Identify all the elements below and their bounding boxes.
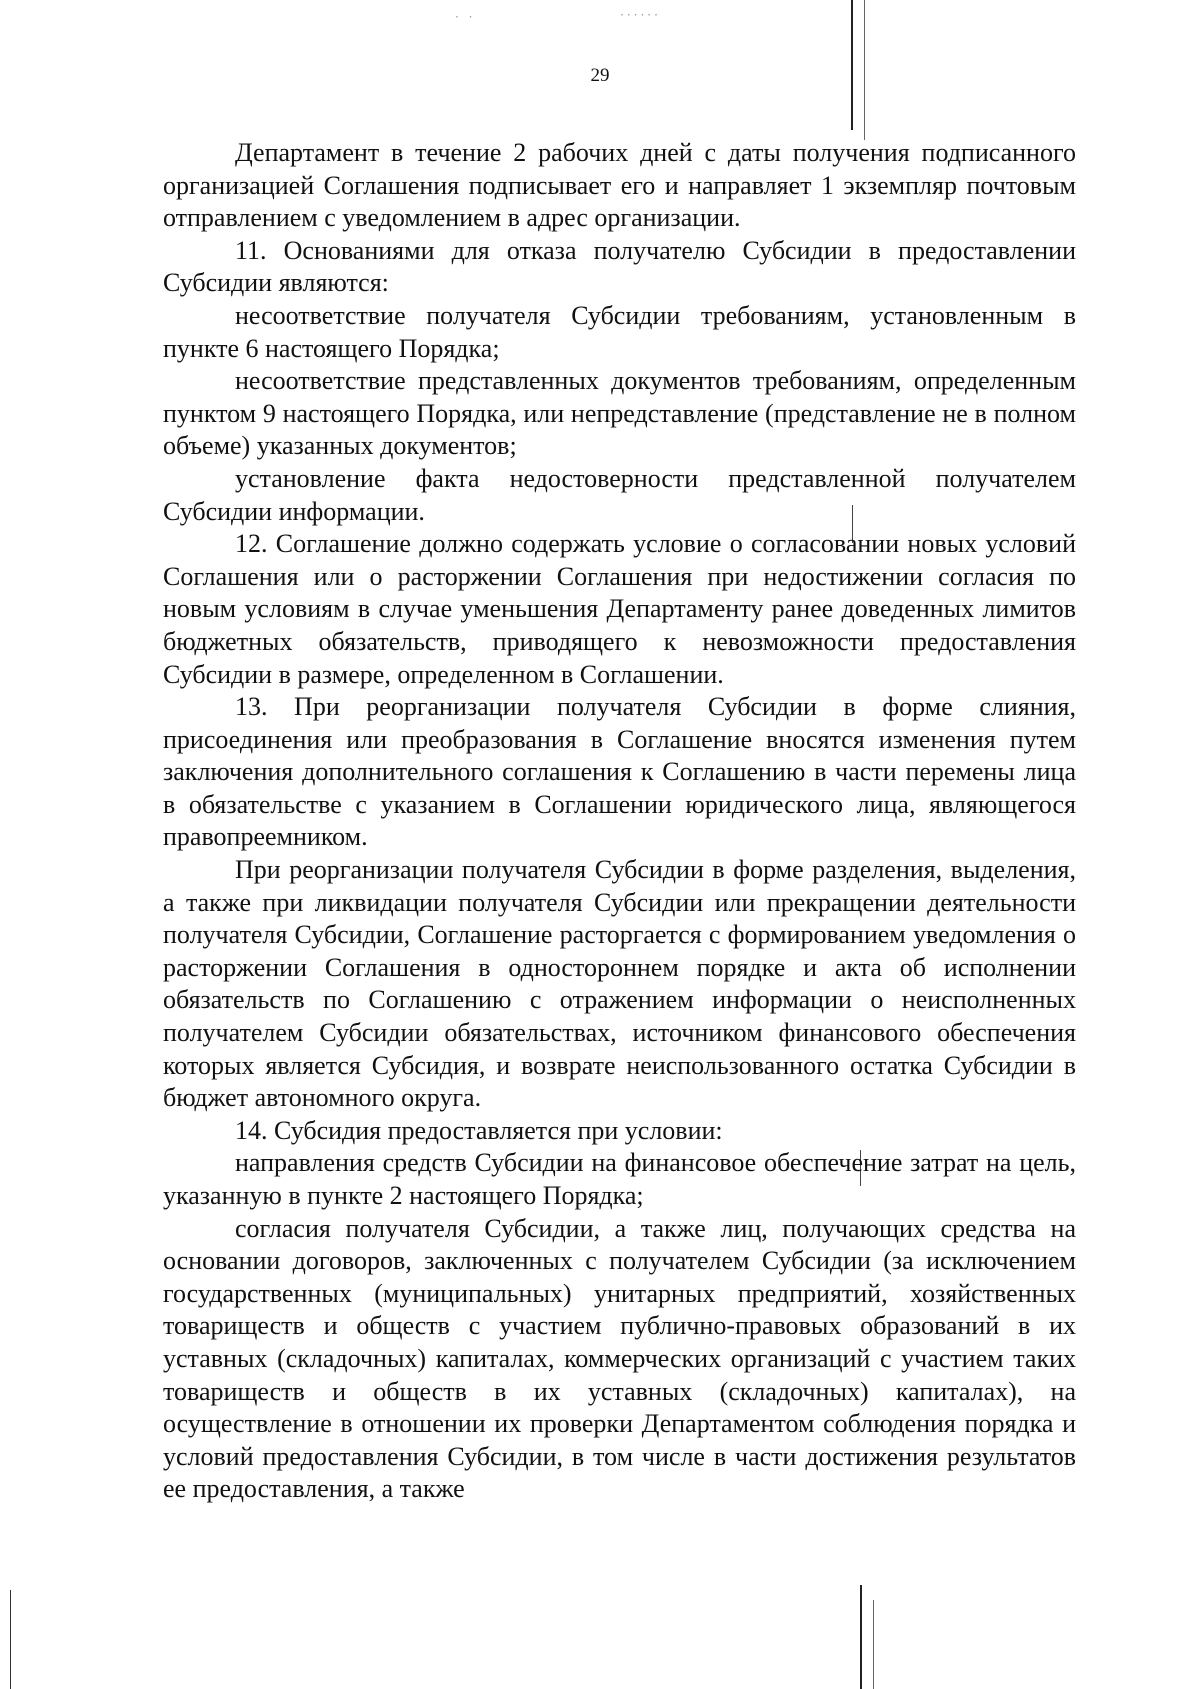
list-item-non-compliance-recipient: несоответствие получателя Субсидии требованиям, установленным в пункте 6 настоящего Порядка; — [163, 300, 1076, 363]
binding-line-top-1 — [851, 0, 853, 130]
scan-noise-top: · · — [455, 10, 476, 24]
list-item-false-information: установление факта недостоверности представленной получателем Субсидии информации. — [163, 463, 1076, 526]
document-body — [163, 137, 1076, 1506]
binding-line-bottom-2 — [873, 1600, 874, 1689]
scan-edge-left — [10, 1590, 11, 1689]
paragraph-12-agreement-terms: 12. Соглашение должно содержать условие о согласовании новых условий Соглашения или о расторжении Соглашения при недостижении согласия по новым условиям в случае уменьшения Департаменту ранее доведенных лимитов бюджетных обязательств, приводящего к невозможности предоставления Субсидии в размере, определенном в Соглашении. — [163, 529, 1076, 689]
paragraph-13-reorganization-merger: 13. При реорганизации получателя Субсидии в форме слияния, присоединения или преобразования в Соглашение вносятся изменения путем заключения дополнительного соглашения к Соглашению в части перемены лица в обязательстве с указанием в Соглашении юридического лица, являющегося правопреемником. — [163, 692, 1076, 852]
paragraph-reorganization-division: При реорганизации получателя Субсидии в форме разделения, выделения, а также при ликвидации получателя Субсидии или прекращении деятельности получателя Субсидии, Соглашение расторгается с формированием уведомления о расторжении Соглашения в одностороннем порядке и акта об исполнении обязательств по Соглашению с отражением информации о неисполненных получателем Субсидии обязательствах, источником финансового обеспечения которых является Субсидия, и возврате неиспользованного остатка Субсидии в бюджет автономного округа. — [163, 855, 1076, 1113]
list-item-funds-direction: направления средств Субсидии на финансовое обеспечение затрат на цель, указанную в пункте 2 настоящего Порядка; — [163, 1148, 1076, 1210]
paragraph-14-conditions: 14. Субсидия предоставляется при условии: — [235, 1115, 723, 1145]
list-item-non-compliance-documents: несоответствие представленных документов требованиям, определенным пунктом 9 настоящего Порядка, или непредставление (представление не в полном объеме) указанных документов; — [163, 366, 1076, 461]
binding-line-top-2 — [864, 0, 865, 140]
scan-noise-stamp: ······ — [620, 8, 661, 22]
page-number: 29 — [590, 65, 610, 86]
list-item-consent-inspection: согласия получателя Субсидии, а также лиц, получающих средства на основании договоров, заключенных с получателем Субсидии (за исключением государственных (муниципальных) унитарных предприятий, хозяйственных товариществ и обществ с участием публично-правовых образований в их уставных (складочных) капиталах, коммерческих организаций с участием таких товариществ и обществ в их уставных (складочных) капиталах), на осуществление в отношении их проверки Департаментом соблюдения порядка и условий предоставления Субсидии, в том числе в части достижения результатов ее предоставления, а также — [163, 1213, 1076, 1504]
paragraph-11-refusal-grounds: 11. Основаниями для отказа получателю Субсидии в предоставлении Субсидии являются: — [163, 235, 1076, 298]
binding-line-bottom-1 — [860, 1585, 862, 1689]
paragraph-department-signing: Департамент в течение 2 рабочих дней с даты получения подписанного организацией Соглашения подписывает его и направляет 1 экземпляр почтовым отправлением с уведомлением в адрес организации. — [163, 138, 1076, 233]
